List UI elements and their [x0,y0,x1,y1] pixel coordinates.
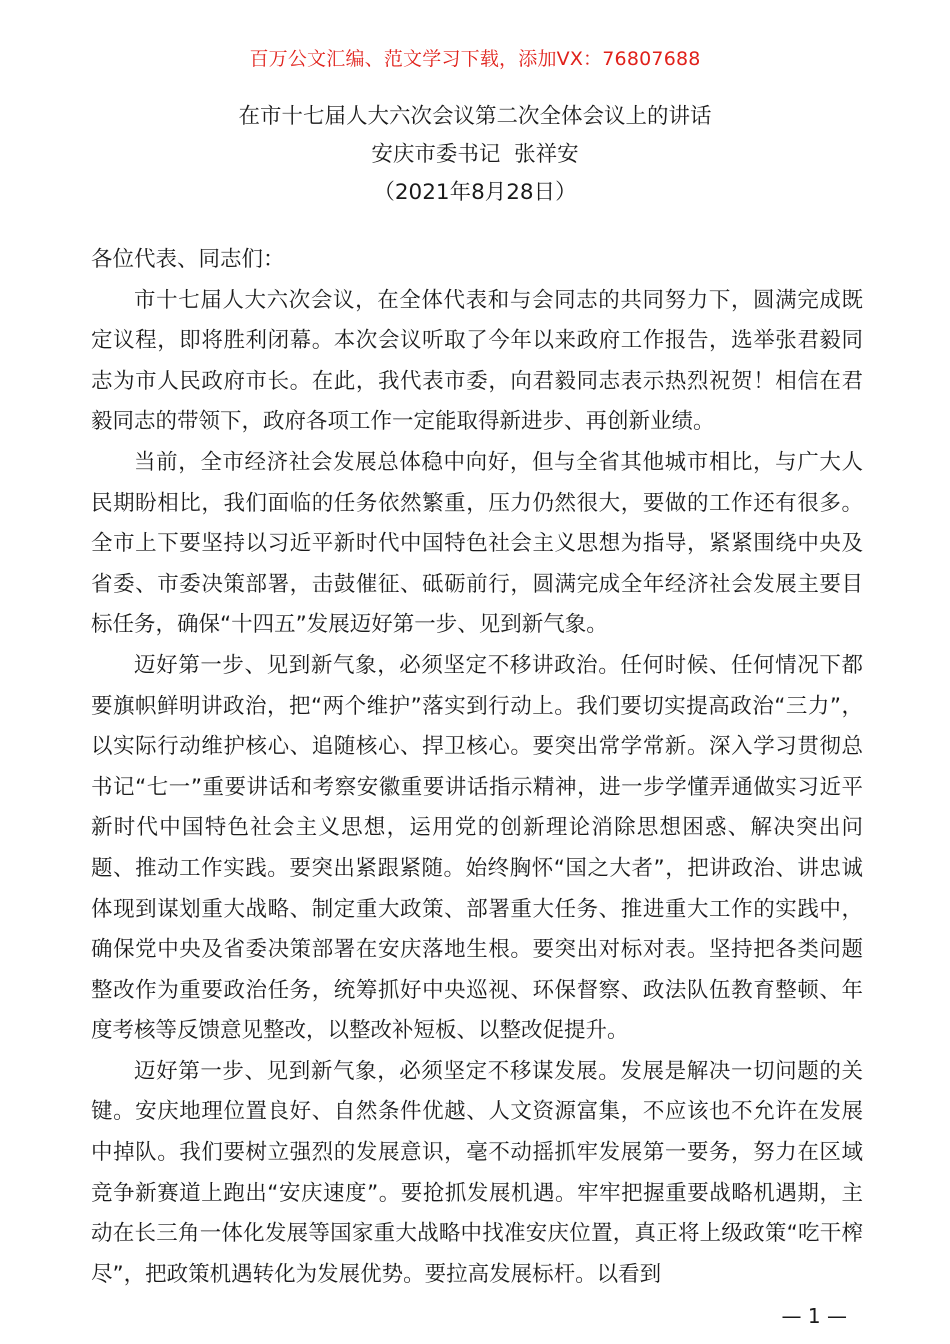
page-number [0,1303,950,1329]
header-banner: 百万公文汇编、范文学习下载，添加VX：76807688 [249,48,701,70]
paragraph: 当前，全市经济社会发展总体稳中向好，但与全省其他城市相比，与广大人民期盼相比，我们面临的任务依然繁重，压力仍然很大，要做的工作还有很多。全市上下要坚持以习近平新时代中国特色社会主义思想为指导，紧紧围绕中央及省委、市委决策部署，击鼓催征、砥砺前行，圆满完成全年经济社会发展主要目标任务，确保“十四五”发展迈好第一步、见到新气象。 [91,449,863,638]
paragraph: 迈好第一步、见到新气象，必须坚定不移谋发展。发展是解决一切问题的关键。安庆地理位置良好、自然条件优越、人文资源富集，不应该也不允许在发展中掉队。我们要树立强烈的发展意识，毫不动摇抓牢发展第一要务，努力在区域竞争新赛道上跑出“安庆速度”。要抢抓发展机遇。牢牢把握重要战略机遇期，主动在长三角一体化发展等国家重大战略中找准安庆位置，真正将上级政策“吃干榨尽”，把政策机遇转化为发展优势。要拉高发展标杆。以看到 [91,1058,863,1287]
speech-title: 在市十七届人大六次会议第二次全体会议上的讲话 [238,104,712,129]
paragraph: 迈好第一步、见到新气象，必须坚定不移讲政治。任何时候、任何情况下都要旗帜鲜明讲政治，把“两个维护”落实到行动上。我们要切实提高政治“三力”，以实际行动维护核心、追随核心、捍卫核心。要突出常学常新。深入学习贯彻总书记“七一”重要讲话和考察安徽重要讲话指示精神，进一步学懂弄通做实习近平新时代中国特色社会主义思想，运用党的创新理论消除思想困惑、解决突出问题、推动工作实践。要突出紧跟紧随。始终胸怀“国之大者”，把讲政治、讲忠诚体现到谋划重大战略、制定重大政策、部署重大任务、推进重大工作的实践中，确保党中央及省委决策部署在安庆落地生根。要突出对标对表。坚持把各类问题整改作为重要政治任务，统筹抓好中央巡视、环保督察、政法队伍教育整顿、年度考核等反馈意见整改，以整改补短板、以整改促提升。 [91,652,863,1044]
speech-body [91,240,863,1295]
title-block [0,98,950,212]
salutation: 各位代表、同志们： [91,247,285,272]
speech-date: （2021年8月28日） [373,180,577,205]
speaker-line: 安庆市委书记 张祥安 [371,142,579,167]
paragraph: 市十七届人大六次会议，在全体代表和与会同志的共同努力下，圆满完成既定议程，即将胜利闭幕。本次会议听取了今年以来政府工作报告，选举张君毅同志为市人民政府市长。在此，我代表市委，向君毅同志表示热烈祝贺！相信在君毅同志的带领下，政府各项工作一定能取得新进步、再创新业绩。 [91,287,863,435]
page-number-text: — 1 — [781,1304,847,1328]
